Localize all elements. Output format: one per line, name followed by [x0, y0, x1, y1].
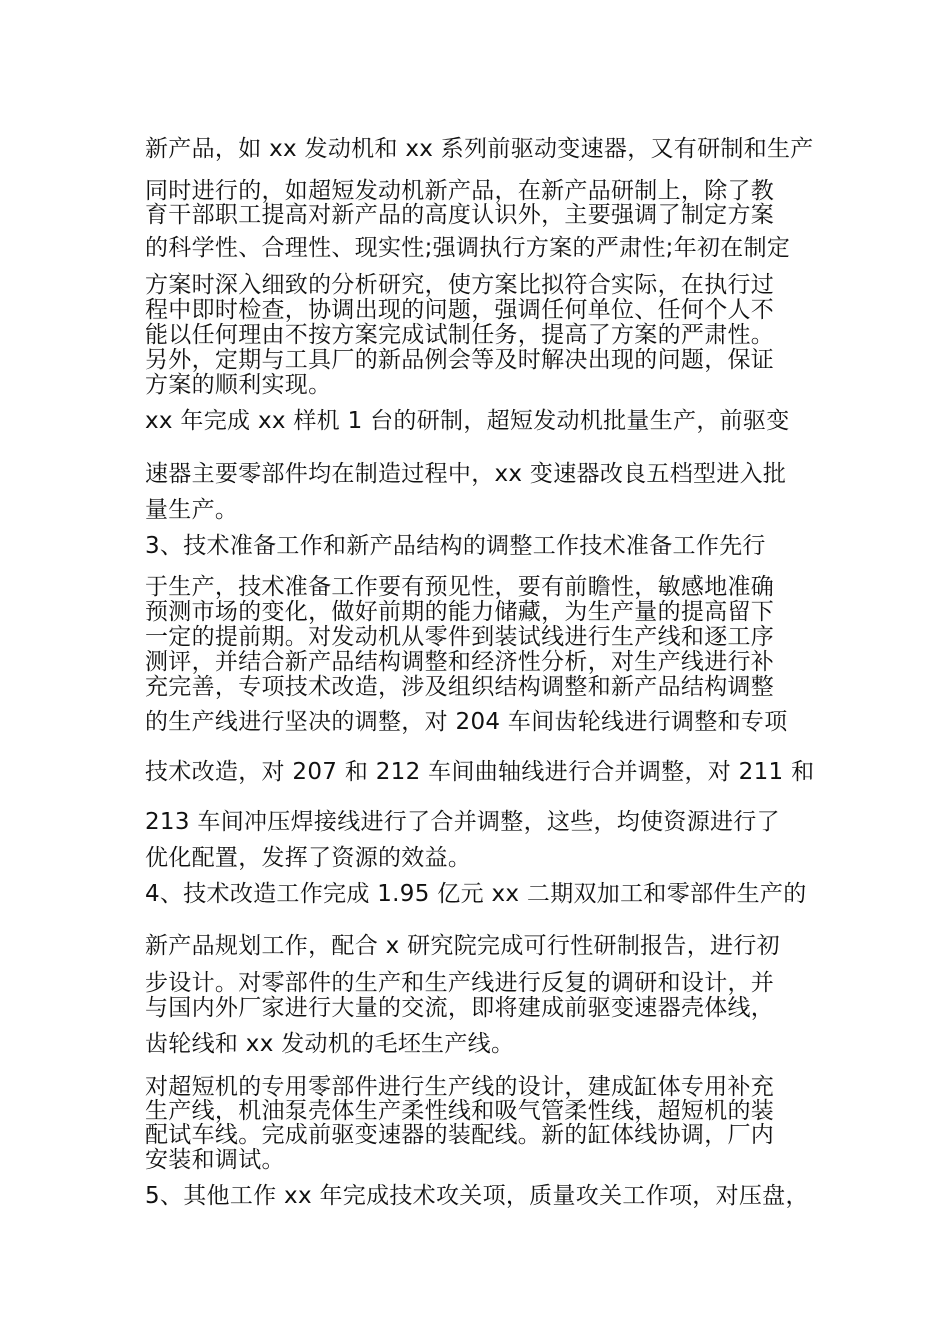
text-line: 技术改造，对 207 和 212 车间曲轴线进行合并调整，对 211 和 — [145, 759, 815, 785]
text-line: 量生产。 — [145, 497, 239, 523]
text-line: 配试车线。完成前驱变速器的装配线。新的缸体线协调，厂内 — [145, 1122, 775, 1148]
text-line: 4、技术改造工作完成 1.95 亿元 xx 二期双加工和零部件生产的 — [145, 881, 807, 907]
text-line: 优化配置，发挥了资源的效益。 — [145, 845, 472, 871]
text-line: 的生产线进行坚决的调整，对 204 车间齿轮线进行调整和专项 — [145, 709, 788, 735]
text-line: 安装和调试。 — [145, 1147, 285, 1173]
text-line: 测评，并结合新产品结构调整和经济性分析，对生产线进行补 — [145, 649, 775, 675]
text-line: 于生产，技术准备工作要有预见性，要有前瞻性，敏感地准确 — [145, 574, 775, 600]
text-line: 方案时深入细致的分析研究，使方案比拟符合实际，在执行过 — [145, 272, 775, 298]
text-line: 速器主要零部件均在制造过程中，xx 变速器改良五档型进入批 — [145, 461, 787, 487]
text-line: 与国内外厂家进行大量的交流，即将建成前驱变速器壳体线， — [145, 995, 775, 1021]
text-line: 程中即时检查，协调出现的问题，强调任何单位、任何个人不 — [145, 297, 775, 323]
text-line: 213 车间冲压焊接线进行了合并调整，这些，均使资源进行了 — [145, 809, 780, 835]
text-line: 5、其他工作 xx 年完成技术攻关项，质量攻关工作项，对压盘， — [145, 1183, 809, 1209]
text-line: 方案的顺利实现。 — [145, 372, 332, 398]
text-line: 同时进行的，如超短发动机新产品，在新产品研制上，除了教 — [145, 178, 775, 204]
text-line: 能以任何理由不按方案完成试制任务，提高了方案的严肃性。 — [145, 322, 775, 348]
text-line: 的科学性、合理性、现实性;强调执行方案的严肃性;年初在制定 — [145, 235, 791, 261]
text-line: 新产品规划工作，配合 x 研究院完成可行性研制报告，进行初 — [145, 933, 780, 959]
text-line: 3、技术准备工作和新产品结构的调整工作技术准备工作先行 — [145, 533, 766, 559]
text-line: 步设计。对零部件的生产和生产线进行反复的调研和设计，并 — [145, 970, 775, 996]
text-line: 新产品，如 xx 发动机和 xx 系列前驱动变速器，又有研制和生产 — [145, 136, 814, 162]
text-line: 预测市场的变化，做好前期的能力储藏，为生产量的提高留下 — [145, 599, 775, 625]
text-line: 一定的提前期。对发动机从零件到装试线进行生产线和逐工序 — [145, 624, 775, 650]
text-line: 育干部职工提高对新产品的高度认识外，主要强调了制定方案 — [145, 202, 775, 228]
text-line: 对超短机的专用零部件进行生产线的设计，建成缸体专用补充 — [145, 1074, 775, 1100]
text-line: 齿轮线和 xx 发动机的毛坯生产线。 — [145, 1031, 515, 1057]
text-line: 生产线，机油泵壳体生产柔性线和吸气管柔性线，超短机的装 — [145, 1098, 775, 1124]
text-line: xx 年完成 xx 样机 1 台的研制，超短发动机批量生产，前驱变 — [145, 408, 790, 434]
text-line: 充完善，专项技术改造，涉及组织结构调整和新产品结构调整 — [145, 674, 775, 700]
text-line: 另外，定期与工具厂的新品例会等及时解决出现的问题，保证 — [145, 347, 775, 373]
